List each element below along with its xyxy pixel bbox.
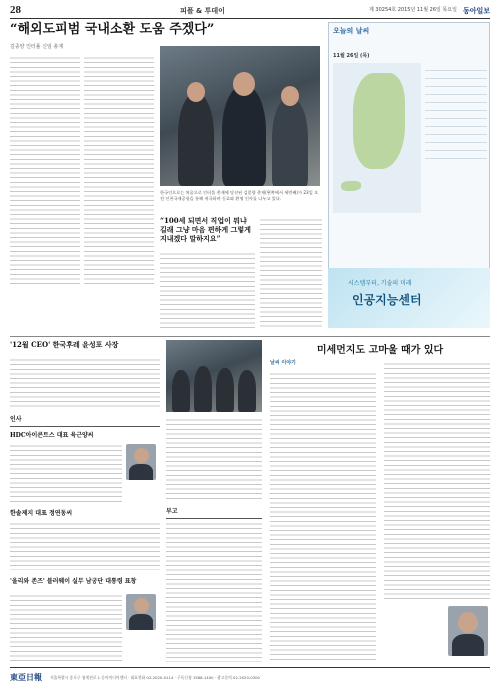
newspaper-logo: 동아일보 bbox=[462, 5, 490, 15]
item-body-4 bbox=[10, 592, 122, 662]
ad-title: 인공지능센터 bbox=[352, 293, 422, 307]
people-section-label: 인사 bbox=[10, 416, 160, 427]
page-header bbox=[10, 4, 490, 19]
issue-info: 제 30254호 2015년 11월 26일 목요일 bbox=[368, 7, 457, 14]
section-title: 피플 & 투데이 bbox=[180, 6, 225, 15]
footer-info: 서울특별시 종로구 청계천로 1 동아미디어센터 · 대표전화 02-2020-0114 · 구독신청 1588-1400 · 광고문의 02-2020-0300 bbox=[50, 674, 260, 680]
weather-date: 11월 26일 (목) bbox=[333, 53, 370, 59]
personnel-list bbox=[166, 416, 262, 502]
section-divider bbox=[10, 336, 490, 337]
lead-photo-caption: 한국인으로는 처음으로 인터폴 총재에 당선된 김종양 총재(왼쪽에서 세번째)가 23일 오전 인천국제공항을 통해 귀국하며 동료와 환영 인사를 나누고 있다. bbox=[160, 190, 319, 201]
item-headline-4: '올리와 존즈' 블러웨이 실무 남궁단 대통령 표창 bbox=[10, 578, 137, 585]
item-body-2 bbox=[10, 442, 122, 504]
columnist-portrait bbox=[448, 606, 488, 656]
column-label: 날씨 이야기 bbox=[270, 360, 296, 366]
page-footer bbox=[10, 667, 490, 687]
column-headline: 미세먼지도 고마울 때가 있다 bbox=[316, 345, 444, 356]
weather-map bbox=[333, 63, 421, 213]
people-section bbox=[10, 416, 160, 429]
ad-tagline: 시스템부터, 기술의 미래 bbox=[348, 280, 412, 287]
feature-body-column-1 bbox=[160, 250, 255, 330]
obituary-label: 부고 bbox=[166, 508, 262, 519]
advertisement[interactable] bbox=[328, 268, 490, 328]
column-body-2 bbox=[384, 360, 490, 600]
group-photo bbox=[166, 340, 262, 412]
lead-body-column-2 bbox=[84, 54, 154, 284]
item-body-3 bbox=[10, 520, 160, 570]
item-headline-1: '12월 CEO' 한국후레 윤성포 사장 bbox=[10, 340, 119, 349]
portrait-photo bbox=[126, 444, 156, 480]
lead-photo bbox=[160, 46, 320, 186]
column-body-1 bbox=[270, 370, 376, 662]
portrait-photo bbox=[126, 594, 156, 630]
lead-byline: 김종양 인터폴 신임 총재 bbox=[10, 44, 64, 50]
obituary-section bbox=[166, 508, 262, 521]
lead-body-column-1 bbox=[10, 54, 80, 284]
feature-headline: “100세 되면서 직업이 뭐냐 길래 그냥 마음 편하게 그렇게 지내겠다 말하지요” bbox=[160, 216, 251, 244]
feature-body-column-2 bbox=[260, 216, 322, 330]
lead-headline: “해외도피범 국내소환 도움 주겠다” bbox=[10, 22, 215, 37]
item-headline-3: 한솔제지 대표 정연동씨 bbox=[10, 510, 73, 517]
footer-logo: 東亞日報 bbox=[10, 671, 42, 682]
weather-title: 오늘의 날씨 bbox=[333, 27, 370, 35]
item-body-1 bbox=[10, 356, 160, 408]
weather-forecast-table bbox=[425, 63, 487, 159]
obituary-list bbox=[166, 520, 262, 662]
item-headline-2: HDC아이콘트스 대표 육근양씨 bbox=[10, 432, 94, 439]
page-number: 28 bbox=[10, 4, 21, 17]
